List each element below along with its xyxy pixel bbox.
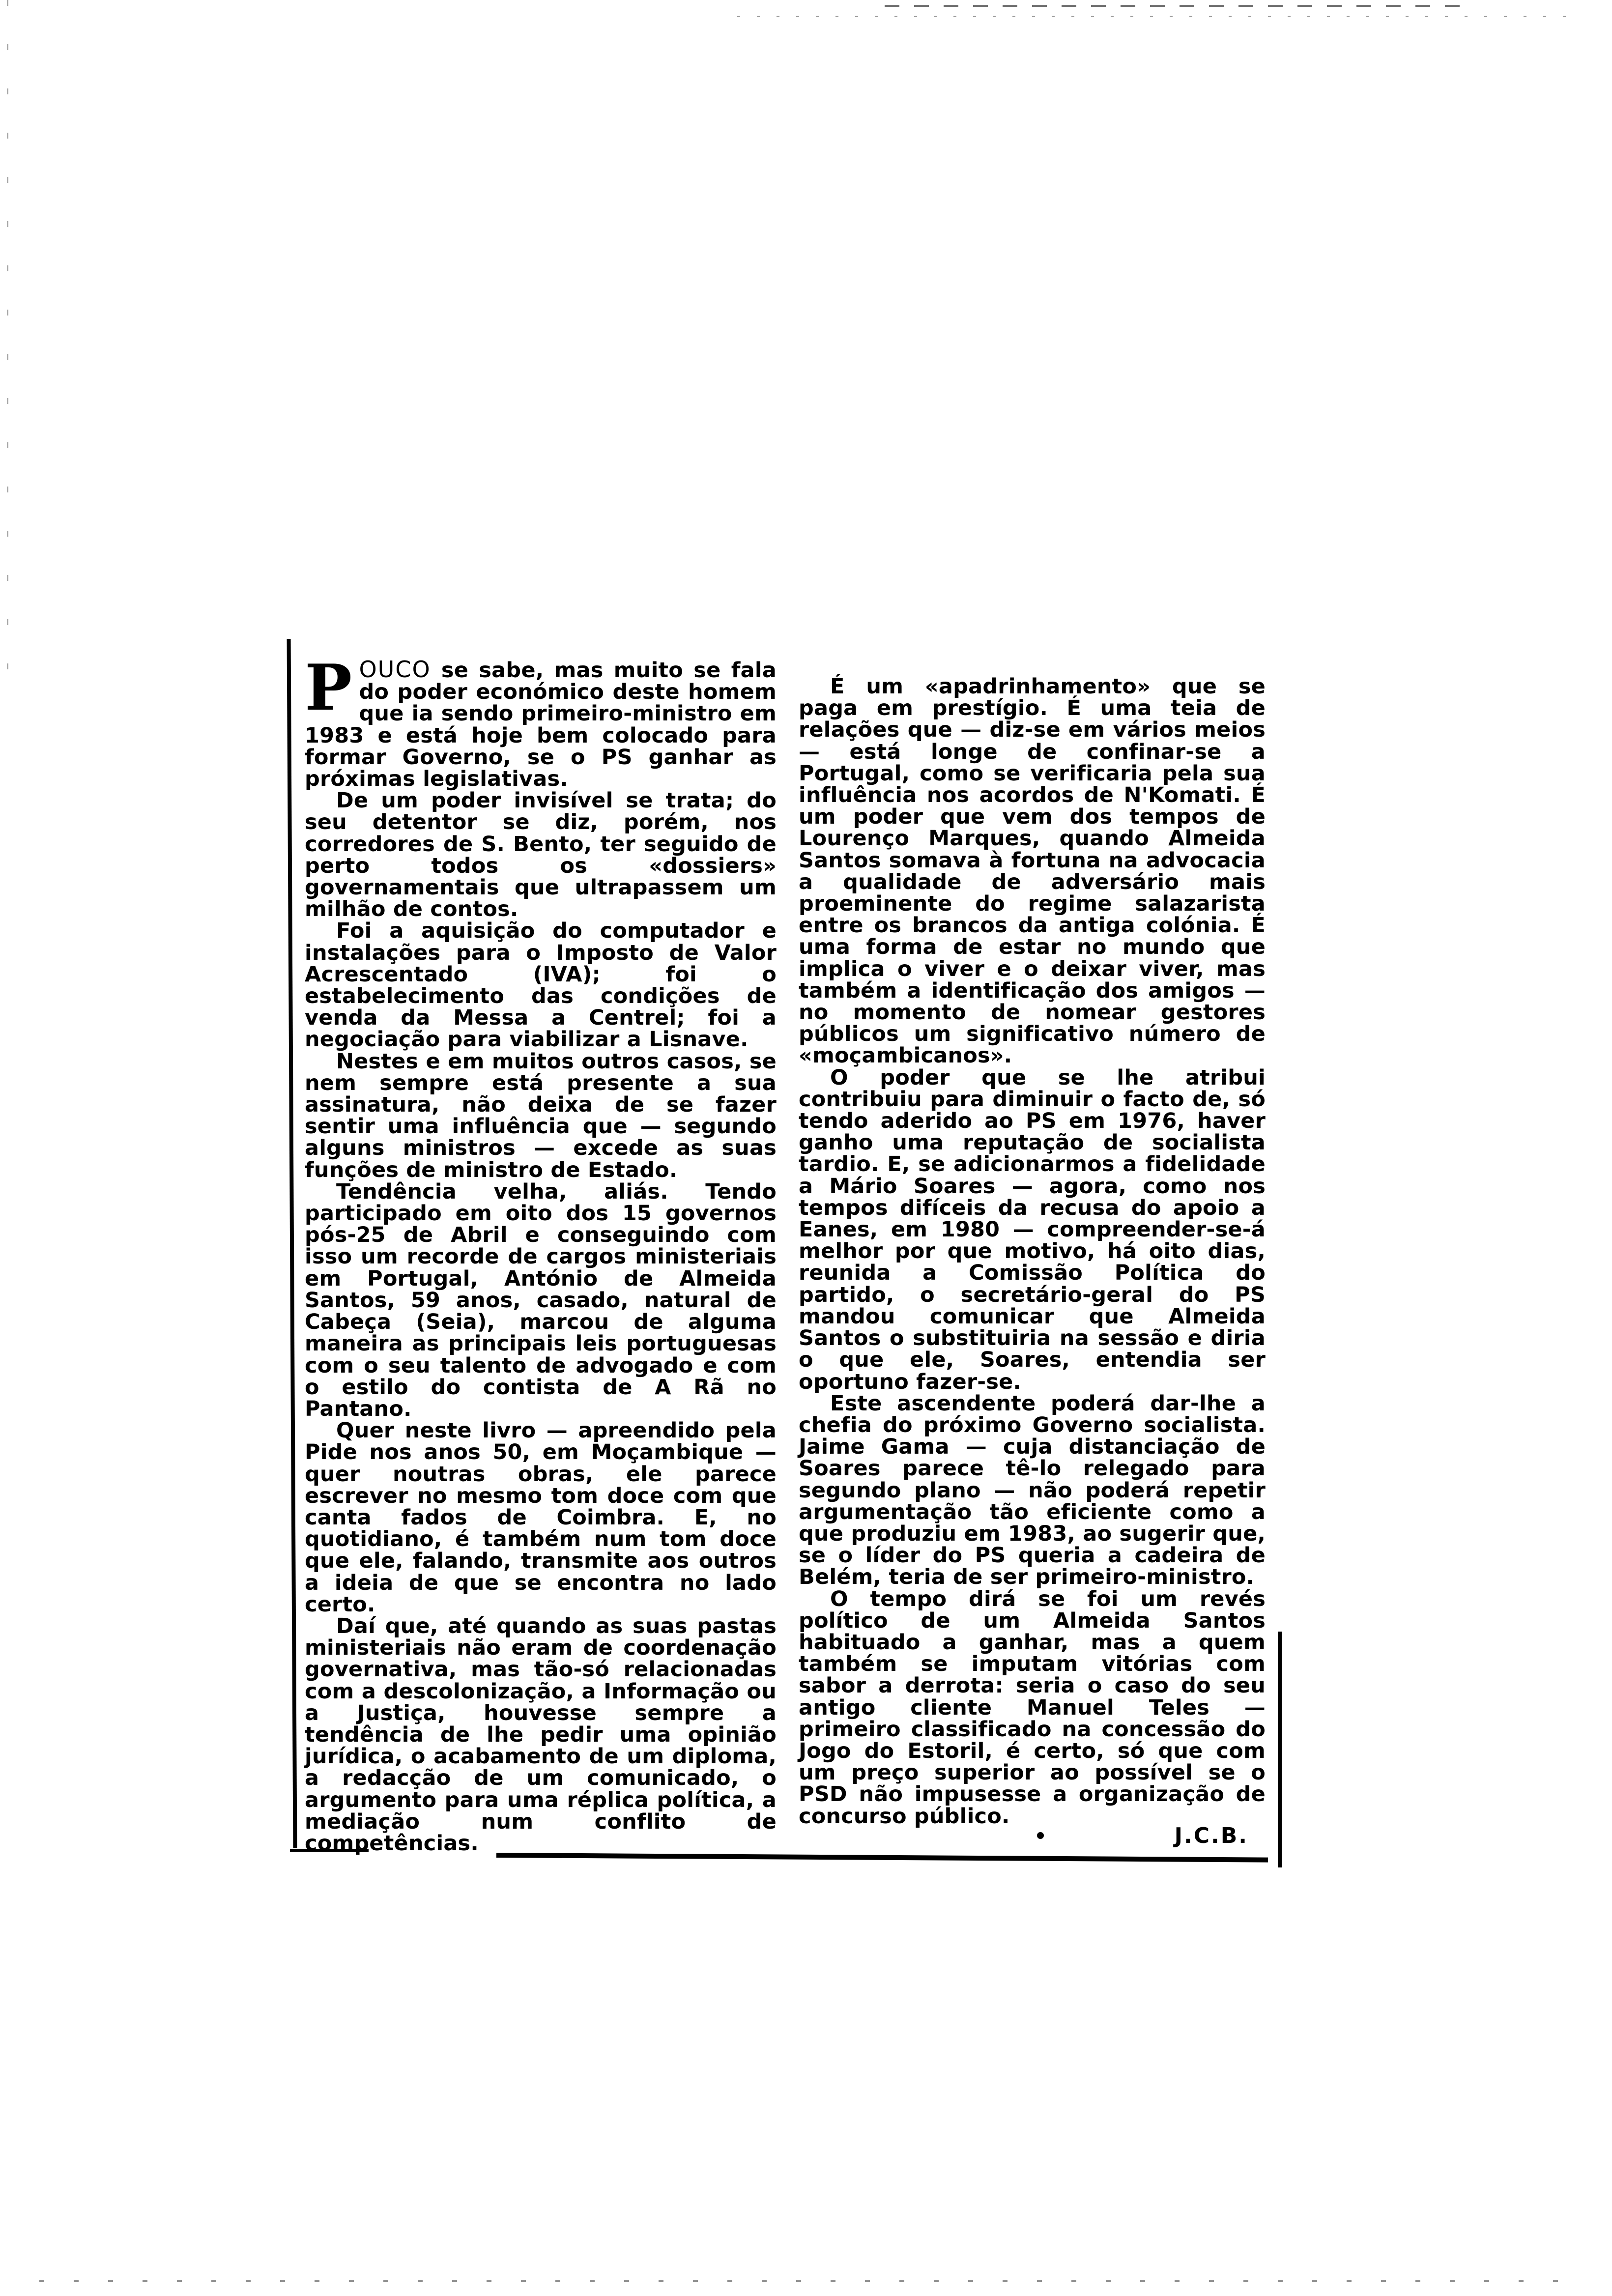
paragraph: É um «apadrinhamento» que se paga em prestígio. É uma teia de relações que — diz-se em vários meios — está longe de confinar-se a Portugal, como se verificaria pela sua influência nos acordos de N'Komati. É um poder que vem dos tempos de Lourenço Marques, quando Almeida Santos somava à fortuna na advocacia a qualidade de adversário mais proeminente do regime salazarista entre os brancos da antiga colónia. É uma forma de estar no mundo que implica o viver e o deixar viver, mas também a identificação dos amigos — no momento de nomear gestores públicos um significativo número de «moçambicanos». xyxy=(799,674,1266,1068)
paragraph: Nestes e em muitos outros casos, se nem sempre está presente a sua assinatura, não deixa de se fazer sentir uma influência que — segundo alguns ministros — excede as suas funções de ministro de Estado. xyxy=(305,1049,777,1182)
paragraph: O poder que se lhe atribui contribuiu para diminuir o facto de, só tendo aderido ao PS em 1976, haver ganho uma reputação de socialista tardio. E, se adicionarmos a fidelidade a Mário Soares — agora, como nos tempos difíceis da recusa do apoio a Eanes, em 1980 — compreender-se-á melhor por que motivo, há oito dias, reunida a Comissão Política do partido, o secretário-geral do PS mandou comunicar que Almeida Santos o substituiria na sessão e diria o que ele, Soares, entendia ser oportuno fazer-se. xyxy=(799,1065,1266,1394)
paragraph: Tendência velha, aliás. Tendo participado em oito dos 15 governos pós-25 de Abril e conseguindo com isso um recorde de cargos ministeriais em Portugal, António de Almeida Santos, 59 anos, casado, natural de Cabeça (Seia), marcou de alguma maneira as principais leis portuguesas com o seu talento de advogado e com o estilo do contista de A Rã no Pantano. xyxy=(305,1179,777,1421)
author-signature: J.C.B. xyxy=(1174,1823,1248,1848)
scan-noise-bottom xyxy=(39,2280,1563,2282)
paragraph-text: se sabe, mas muito se fala do poder económico deste homem que ia sendo primeiro-ministro em 1983 e está hoje bem colocado para formar Governo, se o PS ganhar as próximas legislativas. xyxy=(305,658,777,792)
lead-caps: OUCO xyxy=(359,656,431,683)
paragraph: Foi a aquisição do computador e instalações para o Imposto de Valor Acrescentado (IVA); foi o estabelecimento das condições de venda da Messa a Centrel; foi a negociação para viabilizar a Lisnave. xyxy=(305,918,777,1052)
paragraph: De um poder invisível se trata; do seu detentor se diz, porém, nos corredores de S. Bento, ter seguido de perto todos os «dossiers» governamentais que ultrapassem um milhão de contos. xyxy=(305,788,777,922)
paragraph: Quer neste livro — apreendido pela Pide nos anos 50, em Moçambique — quer noutras obras, ele parece escrever no mesmo tom doce com que canta fados de Coimbra. E, no quotidiano, é também num tom doce que ele, falando, transmite aos outros a ideia de que se encontra no lado certo. xyxy=(305,1418,777,1617)
scan-noise-top xyxy=(885,5,1474,7)
ink-dot xyxy=(1037,1832,1044,1839)
drop-cap: P xyxy=(305,651,352,725)
article-column-right xyxy=(799,676,1266,1827)
scan-noise-left-edge xyxy=(7,0,8,688)
newspaper-clipping xyxy=(290,639,1283,1867)
paragraph: O tempo dirá se foi um revés político de um Almeida Santos habituado a ganhar, mas a quem também se imputam vitórias com sabor a derrota: seria o caso do seu antigo cliente Manuel Teles — primeiro classificado na concessão do Jogo do Estoril, é certo, só que com um preço superior ao possível se o PSD não impusesse a organização de concurso público. xyxy=(799,1586,1266,1829)
scan-noise-top-secondary xyxy=(737,16,1573,17)
left-border-rule xyxy=(287,639,297,1848)
right-border-rule xyxy=(1278,1632,1282,1867)
article-column-left xyxy=(305,651,777,1856)
paragraph: Este ascendente poderá dar-lhe a chefia do próximo Governo socialista. Jaime Gama — cuja distanciação de Soares parece tê-lo relegado para segundo plano — não poderá repetir argumentação tão eficiente como a que produziu em 1983, ao sugerir que, se o líder do PS queria a cadeira de Belém, teria de ser primeiro-ministro. xyxy=(799,1391,1266,1590)
lead-paragraph xyxy=(305,651,777,792)
paragraph: Daí que, até quando as suas pastas ministeriais não eram de coordenação governativa, mas tão-só relacionadas com a descolonização, a Informação ou a Justiça, houvesse sempre a tendência de lhe pedir uma opinião jurídica, o acabamento de um diploma, a redacção de um comunicado, o argumento para uma réplica política, a mediação num conflito de competências. xyxy=(305,1613,777,1856)
